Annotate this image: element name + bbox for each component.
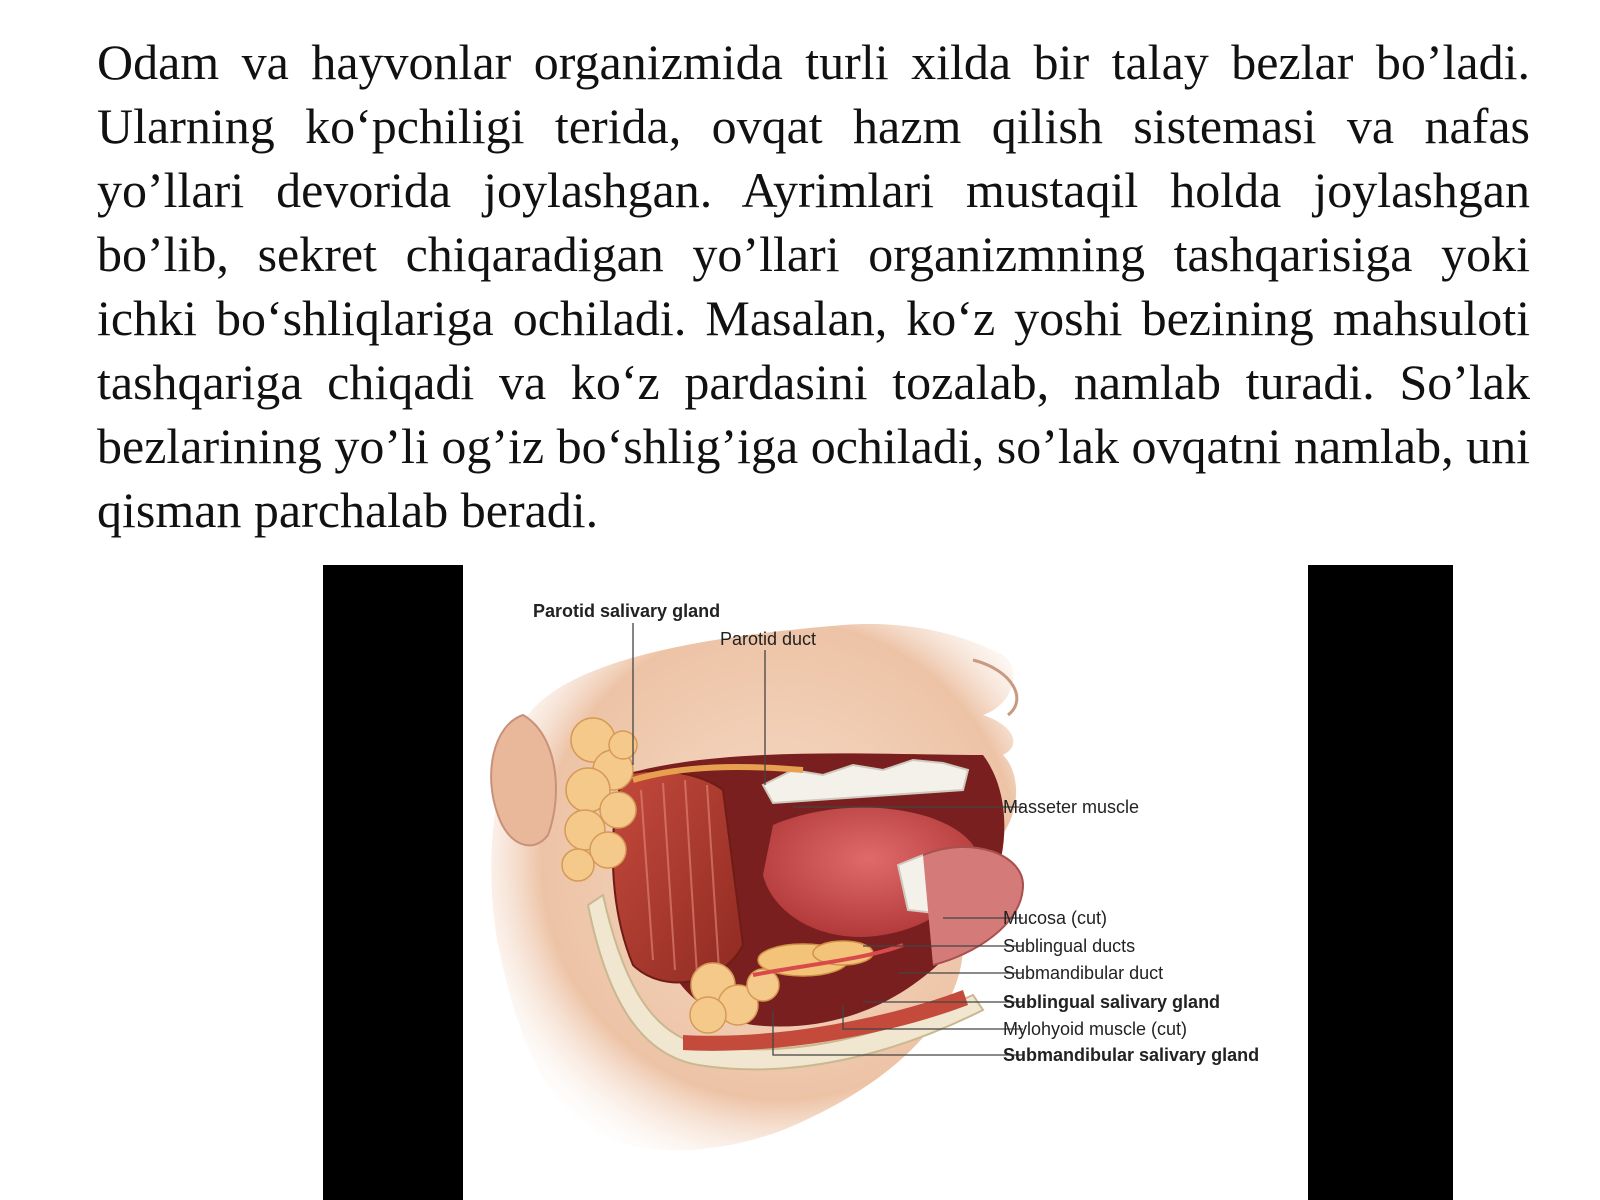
label-masseter-muscle: Masseter muscle — [1003, 797, 1140, 817]
left-black-bar — [323, 565, 463, 1200]
right-black-bar — [1308, 565, 1453, 1200]
label-parotid-salivary-gland: Parotid salivary gland — [533, 601, 721, 621]
label-sublingual-salivary-gland: Sublingual salivary gland — [1003, 992, 1221, 1012]
body-paragraph: Odam va hayvonlar organizmida turli xilda bir talay bezlar bo’ladi. Ularning ko‘pchiligi terida, ovqat hazm qilish sistemasi va nafas yo’llari devorida joylashgan. Ayrimlari mustaqil holda joylashgan bo’lib, sekret chiqaradigan yo’llari organizmning tashqarisiga yoki ichki bo‘shliqlariga ochiladi. Masalan, ko‘z yoshi bezining mahsuloti tashqariga chiqadi va ko‘z pardasini tozalab, namlab turadi. So’lak bezlarining yo’li og’iz bo‘shlig’iga ochiladi, so’lak ovqatni namlab, uni qisman parchalab beradi. — [97, 34, 1530, 538]
salivary-glands-figure — [323, 565, 1453, 1200]
salivary-glands-illustration — [323, 565, 1453, 1200]
label-parotid-duct: Parotid duct — [720, 629, 817, 649]
label-mylohyoid-muscle: Mylohyoid muscle (cut) — [1003, 1019, 1188, 1039]
label-submandibular-salivary-gland: Submandibular salivary gland — [1003, 1045, 1260, 1065]
label-submandibular-duct: Submandibular duct — [1003, 963, 1164, 983]
label-mucosa: Mucosa (cut) — [1003, 908, 1108, 928]
label-sublingual-ducts: Sublingual ducts — [1003, 936, 1136, 956]
